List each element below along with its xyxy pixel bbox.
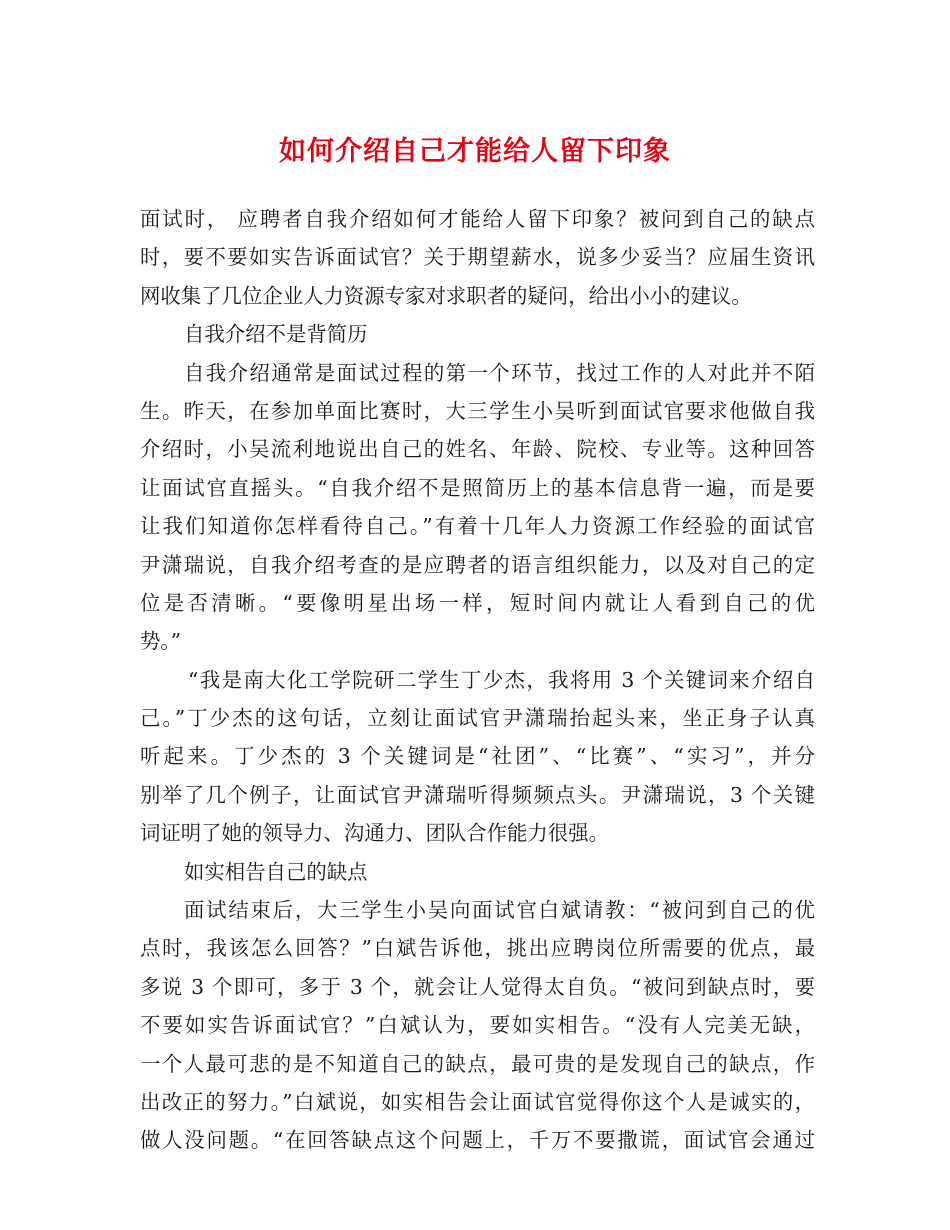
paragraph-line: “我是南大化工学院研二学生丁少杰，我将用 3 个关键词来介绍自 bbox=[188, 667, 815, 692]
paragraph-line: 位是否清晰。“要像明星出场一样，短时间内就让人看到自己的优 bbox=[140, 590, 815, 615]
paragraph-line: 尹潇瑞说，自我介绍考查的是应聘者的语言组织能力，以及对自己的定 bbox=[140, 552, 815, 577]
paragraph-line: 出改正的努力。”白斌说，如实相告会让面试官觉得你这个人是诚实的， bbox=[140, 1089, 815, 1114]
paragraph-line: 介绍时，小吴流利地说出自己的姓名、年龄、院校、专业等。这种回答 bbox=[140, 437, 815, 462]
paragraph-line: 多说 3 个即可，多于 3 个，就会让人觉得太自负。“被问到缺点时，要 bbox=[140, 974, 815, 999]
document-title: 如何介绍自己才能给人留下印象 bbox=[279, 136, 671, 167]
paragraph-line: 让面试官直摇头。“自我介绍不是照简历上的基本信息背一遍，而是要 bbox=[140, 475, 815, 500]
paragraph-line: 一个人最可悲的是不知道自己的缺点，最可贵的是发现自己的缺点，作 bbox=[140, 1051, 815, 1076]
paragraph-line: 时，要不要如实告诉面试官？关于期望薪水，说多少妥当？应届生资讯 bbox=[140, 245, 815, 270]
paragraph-line: 势。” bbox=[140, 629, 182, 654]
paragraph-line: 听起来。丁少杰的 3 个关键词是“社团”、“比赛”、“实习”，并分 bbox=[140, 744, 815, 769]
paragraph-line: 让我们知道你怎样看待自己。”有着十几年人力资源工作经验的面试官 bbox=[140, 514, 815, 539]
paragraph-line: 别举了几个例子，让面试官尹潇瑞听得频频点头。尹潇瑞说，3 个关键 bbox=[140, 782, 815, 807]
paragraph-line: 自我介绍通常是面试过程的第一个环节，找过工作的人对此并不陌 bbox=[184, 360, 815, 385]
document-body bbox=[140, 200, 815, 1160]
paragraph-line: 面试时， 应聘者自我介绍如何才能给人留下印象？被问到自己的缺点 bbox=[140, 207, 815, 231]
paragraph-line: 点时，我该怎么回答？”白斌告诉他，挑出应聘岗位所需要的优点，最 bbox=[140, 936, 815, 961]
paragraph-line: 不要如实告诉面试官？”白斌认为，要如实相告。“没有人完美无缺， bbox=[140, 1013, 815, 1038]
paragraph-line: 己。”丁少杰的这句话，立刻让面试官尹潇瑞抬起头来，坐正身子认真 bbox=[140, 706, 815, 731]
paragraph-line: 网收集了几位企业人力资源专家对求职者的疑问，给出小小的建议。 bbox=[140, 283, 752, 308]
section-heading: 如实相告自己的缺点 bbox=[184, 859, 368, 884]
section-heading: 自我介绍不是背简历 bbox=[184, 322, 368, 347]
paragraph-line: 面试结束后，大三学生小吴向面试官白斌请教：“被问到自己的优 bbox=[184, 898, 815, 923]
paragraph-line: 做人没问题。“在回答缺点这个问题上，千万不要撒谎，面试官会通过 bbox=[140, 1128, 815, 1153]
paragraph-line: 词证明了她的领导力、沟通力、团队合作能力很强。 bbox=[140, 821, 609, 846]
paragraph-line: 生。昨天，在参加单面比赛时，大三学生小吴听到面试官要求他做自我 bbox=[140, 398, 815, 423]
